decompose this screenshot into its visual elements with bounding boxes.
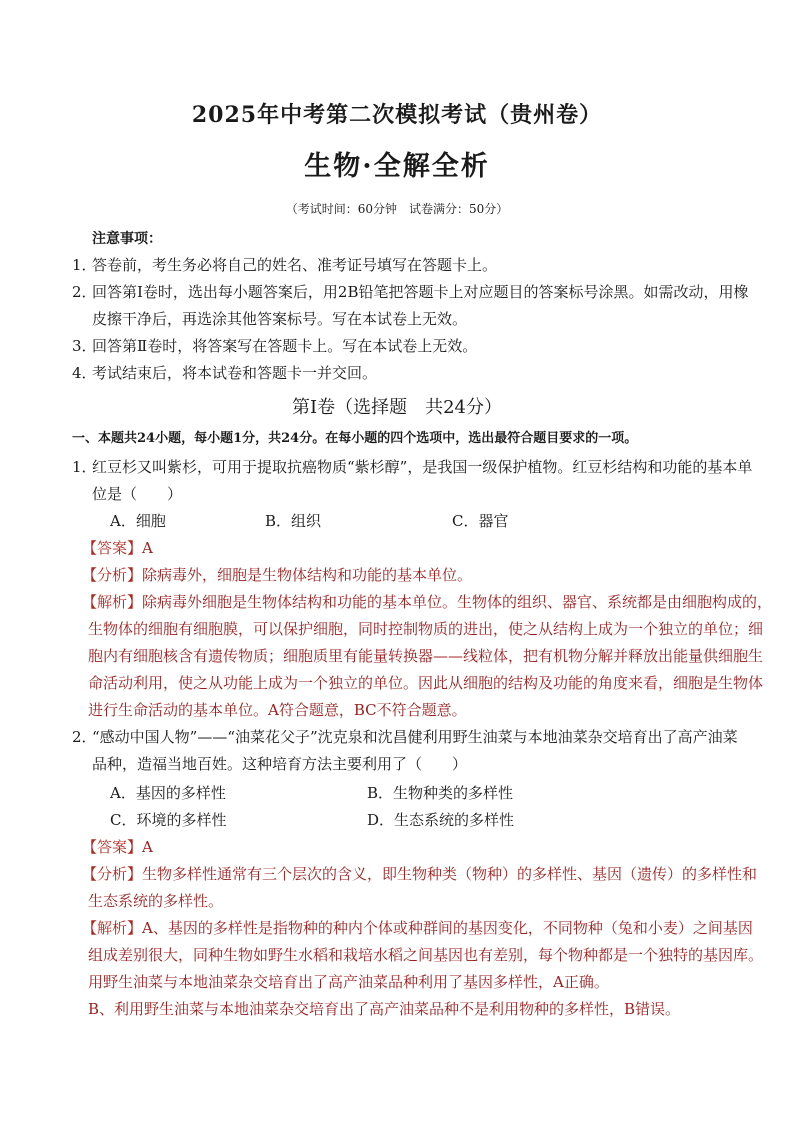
- explain-text: A、基因的多样性是指物种的种内个体或种群间的基因变化，不同物种（兔和小麦）之间基因: [142, 919, 753, 937]
- question-2-analysis-line-2: 生态系统的多样性。: [88, 892, 224, 910]
- question-2-stem-line-1: “感动中国人物”——“油菜花父子”沈克泉和沈昌健利用野生油菜与本地油菜杂交培育出了高产油菜: [92, 728, 738, 746]
- question-1-explain-line-3: 胞内有细胞核含有遗传物质；细胞质里有能量转换器——线粒体，把有机物分解并释放出能量供细胞生: [88, 647, 764, 665]
- question-2-option-d: D．生态系统的多样性: [367, 811, 515, 829]
- note-1-text: 答卷前，考生务必将自己的姓名、准考证号填写在答题卡上。: [92, 256, 498, 274]
- question-2-explain-line-1: [82, 918, 753, 938]
- question-1-analysis: [82, 565, 472, 585]
- exam-info: （考试时间：60分钟 试卷满分：50分）: [285, 202, 509, 216]
- question-2-explain-line-3: 用野生油菜与本地油菜杂交培育出了高产油菜品种利用了基因多样性，A正确。: [88, 973, 609, 991]
- question-2-option-a: A．基因的多样性: [110, 784, 226, 802]
- analysis-tag: 【分析】: [82, 566, 143, 584]
- question-1-explain-line-2: 生物体的细胞有细胞膜，可以保护细胞，同时控制物质的进出，使之从结构上成为一个独立的单位；细: [88, 620, 764, 638]
- notes-heading: 注意事项：: [92, 231, 162, 247]
- question-2-explain-line-4: B、利用野生油菜与本地油菜杂交培育出了高产油菜品种不是利用物种的多样性，B错误。: [88, 1000, 681, 1018]
- section-instruction: 一、本题共24小题，每小题1分，共24分。在每小题的四个选项中，选出最符合题目要求的一项。: [72, 431, 638, 446]
- note-2-text-line-2: 皮擦干净后，再选涂其他答案标号。写在本试卷上无效。: [92, 310, 468, 328]
- note-3-number: 3．: [72, 337, 97, 355]
- note-3-text: 回答第Ⅱ卷时，将答案写在答题卡上。写在本试卷上无效。: [92, 337, 478, 355]
- answer-value: A: [142, 539, 153, 557]
- explain-tag: 【解析】: [82, 919, 143, 937]
- exam-title: 2025年中考第二次模拟考试（贵州卷）: [191, 102, 603, 128]
- answer-tag: 【答案】: [82, 838, 143, 856]
- question-1-explain-line-1: [82, 592, 772, 612]
- question-2-option-b: B．生物种类的多样性: [367, 784, 514, 802]
- section-title: 第Ⅰ卷（选择题 共24分）: [291, 397, 502, 418]
- question-1-explain-line-4: 命活动利用，使之从功能上成为一个独立的单位。因此从细胞的结构及功能的角度来看，细胞是生物体: [88, 674, 764, 692]
- question-2-explain-line-2: 组成差别很大，同种生物如野生水稻和栽培水稻之间基因也有差别，每个物种都是一个独特的基因库。: [88, 946, 764, 964]
- note-2-number: 2．: [72, 283, 97, 301]
- note-1-number: 1．: [72, 256, 97, 274]
- answer-tag: 【答案】: [82, 539, 143, 557]
- note-2-text-line-1: 回答第Ⅰ卷时，选出每小题答案后，用2B铅笔把答题卡上对应题目的答案标号涂黑。如需改动，用橡: [92, 283, 749, 301]
- question-1-answer: [82, 538, 153, 558]
- note-4-number: 4．: [72, 364, 97, 382]
- question-1-explain-line-5: 进行生命活动的基本单位。A符合题意，BC不符合题意。: [88, 701, 467, 719]
- analysis-text: 除病毒外，细胞是生物体结构和功能的基本单位。: [142, 566, 473, 584]
- analysis-tag: 【分析】: [82, 865, 143, 883]
- question-2-number: 2．: [72, 728, 97, 746]
- analysis-text: 生物多样性通常有三个层次的含义，即生物种类（物种）的多样性、基因（遗传）的多样性和: [142, 865, 758, 883]
- subject-title: 生物·全解全析: [304, 151, 490, 182]
- question-1-number: 1．: [72, 458, 97, 476]
- explain-tag: 【解析】: [82, 593, 143, 611]
- question-1-option-a: A．细胞: [110, 512, 166, 530]
- answer-value: A: [142, 838, 153, 856]
- note-4-text: 考试结束后，将本试卷和答题卡一并交回。: [92, 364, 378, 382]
- question-2-option-c: C．环境的多样性: [110, 811, 227, 829]
- explain-text: 除病毒外细胞是生物体结构和功能的基本单位。生物体的组织、器官、系统都是由细胞构成的，: [142, 593, 773, 611]
- question-2-answer: [82, 837, 153, 857]
- question-1-stem-line-2: 位是（ ）: [92, 485, 183, 503]
- question-2-stem-line-2: 品种，造福当地百姓。这种培育方法主要利用了（ ）: [92, 755, 468, 773]
- question-2-analysis-line-1: [82, 864, 757, 884]
- question-1-option-b: B．组织: [265, 512, 322, 530]
- question-1-stem-line-1: 红豆杉又叫紫杉，可用于提取抗癌物质“紫杉醇”，是我国一级保护植物。红豆杉结构和功能的基本单: [92, 458, 753, 476]
- question-1-option-c: C．器官: [452, 512, 509, 530]
